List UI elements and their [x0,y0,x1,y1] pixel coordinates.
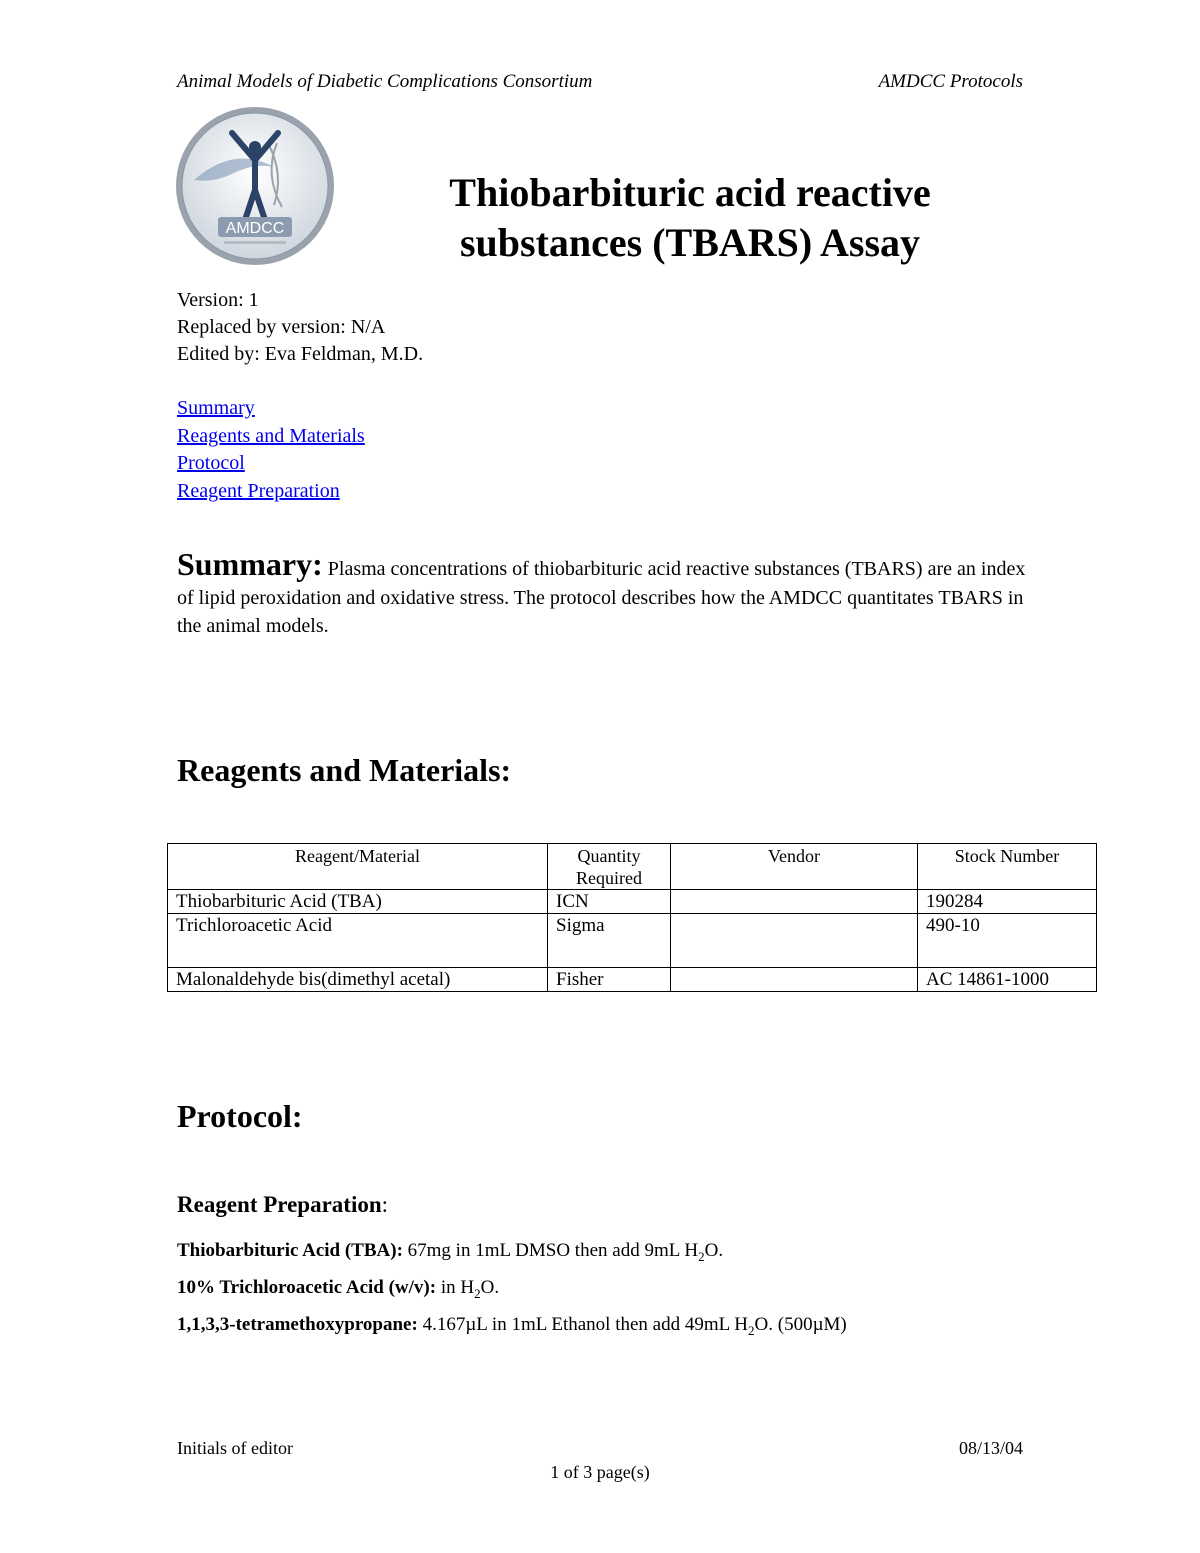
col-header-material: Reagent/Material [168,844,548,890]
cell-material: Malonaldehyde bis(dimethyl acetal) [168,968,548,992]
cell-empty [671,890,918,914]
prep-text-end: O. [704,1240,724,1261]
version: Version: 1 [177,289,259,311]
cell-empty [671,914,918,968]
reagent-preparation-title: Reagent Preparation [177,1192,382,1217]
prep-label: Thiobarbituric Acid (TBA): [177,1240,403,1261]
footer-initials: Initials of editor [177,1438,293,1458]
cell-vendor: ICN [548,890,671,914]
cell-stock: 490-10 [918,914,1097,968]
toc-link-reagents[interactable]: Reagents and Materials [177,424,365,447]
prep-item-tba [177,1240,723,1265]
header-right: AMDCC Protocols [878,71,1023,92]
table-header-row [168,844,1097,890]
prep-label: 1,1,3,3-tetramethoxypropane: [177,1314,418,1335]
prep-item-tca [177,1277,499,1302]
page-title [360,168,1020,268]
summary-text: Plasma concentrations of thiobarbituric acid reactive substances (TBARS) are an index of lipid peroxidation and oxidative stress. The protocol describes how the AMDCC quantitates TBARS in the animal models. [177,558,1026,637]
cell-material: Trichloroacetic Acid [168,914,548,968]
cell-material: Thiobarbituric Acid (TBA) [168,890,548,914]
cell-empty [671,968,918,992]
summary-heading: Summary: [177,546,323,582]
prep-text-end: O. [480,1277,500,1298]
reagents-table [167,843,1097,992]
table-of-contents [177,395,365,505]
title-line-1: Thiobarbituric acid reactive [449,170,931,215]
reagent-preparation-heading [177,1192,388,1218]
prep-text: in H [440,1277,475,1298]
prep-sub: 2 [474,1285,481,1301]
cell-stock: 190284 [918,890,1097,914]
amdcc-logo [174,105,336,267]
prep-sub: 2 [698,1248,705,1264]
edited-by: Edited by: Eva Feldman, M.D. [177,343,424,365]
replaced-by: Replaced by version: N/A [177,316,386,338]
table-row [168,914,1097,968]
cell-stock: AC 14861-1000 [918,968,1097,992]
toc-link-reagent-preparation[interactable]: Reagent Preparation [177,479,340,502]
title-line-2: substances (TBARS) Assay [459,220,921,265]
reagent-preparation-colon: : [381,1192,389,1217]
prep-label: 10% Trichloroacetic Acid (w/v): [177,1277,437,1298]
logo-text: AMDCC [225,220,285,237]
footer-date: 08/13/04 [958,1438,1023,1458]
toc-link-summary[interactable]: Summary [177,397,255,419]
prep-item-tmp [177,1314,847,1339]
col-header-stock: Stock Number [918,844,1097,890]
page-number: 1 of 3 page(s) [550,1462,650,1482]
table-row [168,890,1097,914]
table-row [168,968,1097,992]
prep-text-end: O. (500µM) [754,1314,847,1335]
prep-text: 67mg in 1mL DMSO then add 9mL H [407,1240,699,1261]
reagents-heading: Reagents and Materials: [177,752,512,788]
protocol-heading: Protocol: [177,1098,303,1134]
cell-vendor: Sigma [548,914,671,968]
version-info [177,287,423,368]
cell-vendor: Fisher [548,968,671,992]
prep-text: 4.167µL in 1mL Ethanol then add 49mL H [422,1314,749,1335]
header-left: Animal Models of Diabetic Complications Consortium [177,71,593,92]
col-header-quantity: Quantity Required [548,844,671,890]
toc-link-protocol[interactable]: Protocol [177,452,245,474]
summary-section [177,546,1037,641]
col-header-vendor: Vendor [671,844,918,890]
prep-sub: 2 [748,1322,755,1338]
